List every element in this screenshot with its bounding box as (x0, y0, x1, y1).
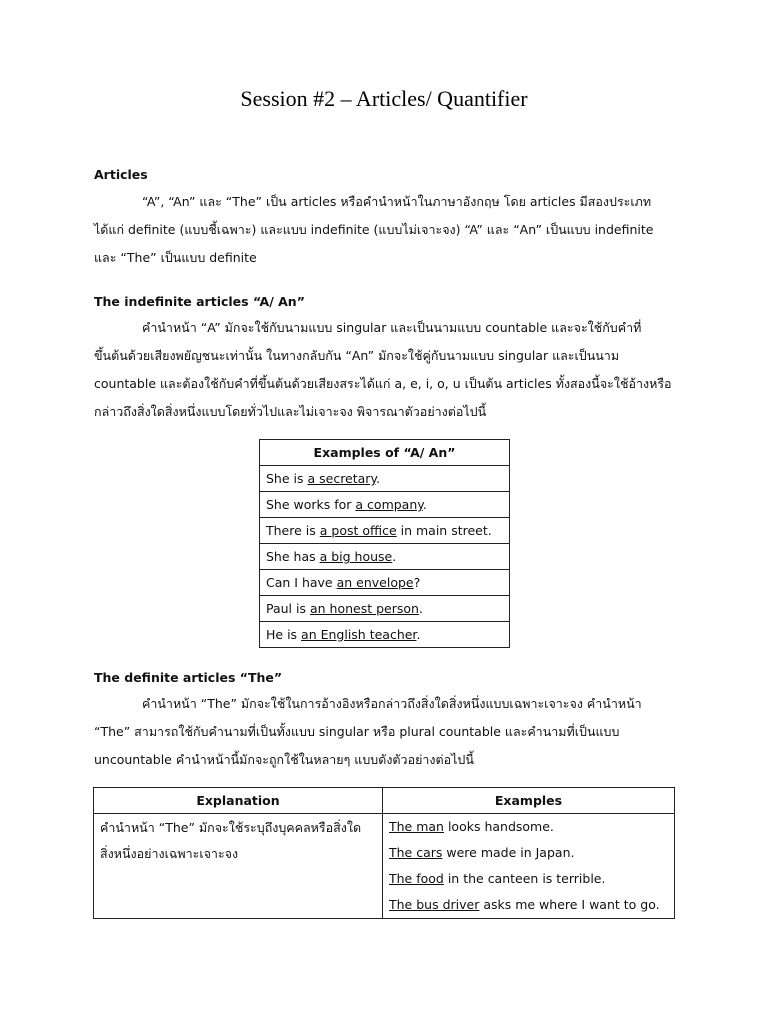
example-line: The man looks handsome. (389, 819, 554, 834)
table-row: There is a post office in main street. (260, 518, 510, 544)
table-header: Examples of “A/ An” (260, 440, 510, 466)
examples-cell (383, 814, 675, 919)
indefinite-paragraph (94, 314, 676, 426)
paragraph-line: ได้แก่ definite (แบบชี้เฉพาะ) และแบบ indefinite (แบบไม่เจาะจง) “A” และ “An” เป็นแบบ indefinite (94, 222, 654, 237)
column-header-examples: Examples (383, 788, 675, 814)
table-row: He is an English teacher. (260, 622, 510, 648)
paragraph-line: ขึ้นต้นด้วยเสียงพยัญชนะเท่านั้น ในทางกลับกัน “An” มักจะใช้คู่กับนามแบบ singular และเป็นนาม (94, 348, 620, 363)
column-header-explanation: Explanation (94, 788, 383, 814)
table-row: She is a secretary. (260, 466, 510, 492)
definite-examples-table (93, 787, 675, 919)
paragraph-line: “The” สามารถใช้กับคำนามที่เป็นทั้งแบบ singular หรือ plural countable และคำนามที่เป็นแบบ (94, 724, 620, 739)
explanation-cell: คำนำหน้า “The” มักจะใช้ระบุถึงบุคคลหรือสิ่งใด สิ่งหนึ่งอย่างเฉพาะเจาะจง (94, 814, 383, 919)
paragraph-line: คำนำหน้า “The” มักจะใช้ในการอ้างอิงหรือกล่าวถึงสิ่งใดสิ่งหนึ่งแบบเฉพาะเจาะจง คำนำหน้า (142, 696, 642, 711)
example-line: The bus driver asks me where I want to go. (389, 897, 660, 912)
table-row: Paul is an honest person. (260, 596, 510, 622)
table-row (94, 814, 675, 919)
example-line: The food in the canteen is terrible. (389, 871, 606, 886)
definite-heading: The definite articles “The” (94, 670, 283, 685)
paragraph-line: กล่าวถึงสิ่งใดสิ่งหนึ่งแบบโดยทั่วไปและไม่เจาะจง พิจารณาตัวอย่างต่อไปนี้ (94, 404, 487, 419)
paragraph-line: และ “The” เป็นแบบ definite (94, 250, 257, 265)
page-title: Session #2 – Articles/ Quantifier (240, 86, 528, 111)
indefinite-examples-table (259, 439, 510, 648)
table-row: Can I have an envelope? (260, 570, 510, 596)
definite-paragraph (94, 690, 676, 774)
indefinite-heading: The indefinite articles “A/ An” (94, 294, 305, 309)
paragraph-line: “A”, “An” และ “The” เป็น articles หรือคำนำหน้าในภาษาอังกฤษ โดย articles มีสองประเภท (142, 194, 652, 209)
table-row: She works for a company. (260, 492, 510, 518)
example-line: The cars were made in Japan. (389, 845, 575, 860)
articles-heading: Articles (94, 167, 148, 182)
articles-paragraph (94, 188, 676, 272)
table-row: She has a big house. (260, 544, 510, 570)
paragraph-line: คำนำหน้า “A” มักจะใช้กับนามแบบ singular และเป็นนามแบบ countable และจะใช้กับคำที่ (142, 320, 642, 335)
paragraph-line: uncountable คำนำหน้านี้มักจะถูกใช้ในหลายๆ แบบดังตัวอย่างต่อไปนี้ (94, 752, 474, 767)
paragraph-line: countable และต้องใช้กับคำที่ขึ้นต้นด้วยเสียงสระได้แก่ a, e, i, o, u เป็นต้น articles ทั้งสองนี้จะใช้อ้างหรือ (94, 376, 672, 391)
